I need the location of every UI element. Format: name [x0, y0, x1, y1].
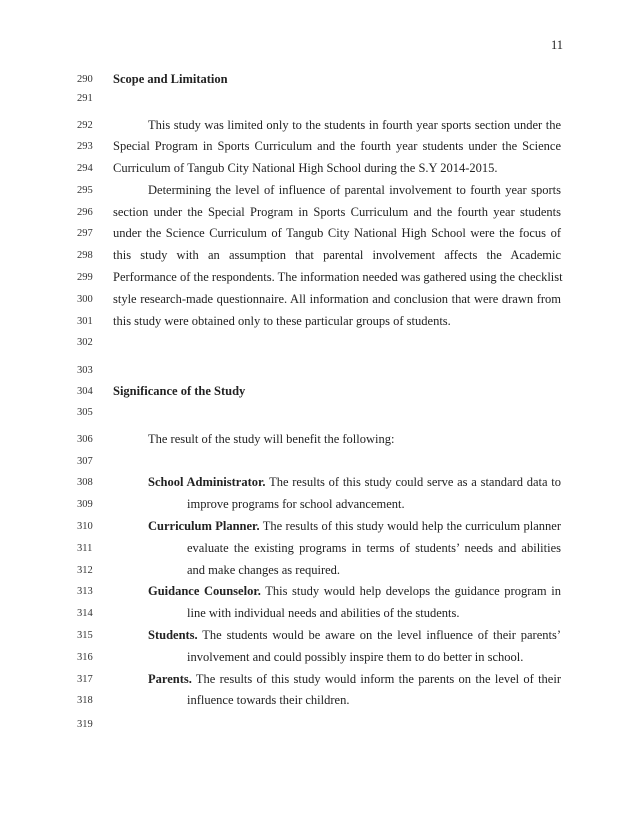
line-number: 315	[77, 630, 93, 641]
line-number: 307	[77, 456, 93, 467]
line-number: 317	[77, 674, 93, 685]
paragraph-line: Performance of the respondents. The information needed was gathered using the checklist	[113, 270, 563, 284]
line-number: 298	[77, 250, 93, 261]
line-number: 319	[77, 719, 93, 730]
benefit-term: Guidance Counselor.	[148, 584, 261, 598]
paragraph-line: this study were obtained only to these particular groups of students.	[113, 314, 451, 328]
line-number: 299	[77, 272, 93, 283]
paragraph-line: This study was limited only to the students in fourth year sports section under the	[148, 118, 561, 132]
paragraph-line: section under the Special Program in Sports Curriculum and the fourth year students	[113, 205, 561, 219]
section-heading-significance: Significance of the Study	[113, 384, 246, 398]
line-number: 290	[77, 74, 93, 85]
line-number: 292	[77, 120, 93, 131]
paragraph-line: Special Program in Sports Curriculum and the fourth year students under the Science	[113, 139, 561, 153]
line-number: 293	[77, 141, 93, 152]
paragraph-line: Determining the level of influence of parental involvement to fourth year sports	[148, 183, 561, 197]
benefit-line: line with individual needs and abilities of the students.	[187, 606, 460, 620]
benefit-line: influence towards their children.	[187, 693, 350, 707]
line-number: 305	[77, 407, 93, 418]
line-number: 311	[77, 543, 93, 554]
line-number: 295	[77, 185, 93, 196]
line-number: 296	[77, 207, 93, 218]
benefit-item: Guidance Counselor. This study would help develops the guidance program in	[148, 584, 561, 598]
line-number: 316	[77, 652, 93, 663]
line-number: 309	[77, 499, 93, 510]
benefit-term: Students.	[148, 628, 198, 642]
section-heading-scope: Scope and Limitation	[113, 72, 228, 86]
line-number: 306	[77, 434, 93, 445]
paragraph-line: this study with an assumption that parental involvement affects the Academic	[113, 248, 561, 262]
benefit-line: involvement and could possibly inspire them to do better in school.	[187, 650, 524, 664]
benefit-line: evaluate the existing programs in terms of students’ needs and abilities	[187, 541, 561, 555]
benefit-line: improve programs for school advancement.	[187, 497, 405, 511]
page-number: 11	[551, 38, 564, 52]
paragraph-line: under the Science Curriculum of Tangub City National High School were the focus of	[113, 226, 561, 240]
paragraph-line: Curriculum of Tangub City National High School during the S.Y 2014-2015.	[113, 161, 498, 175]
line-number: 308	[77, 477, 93, 488]
line-number: 318	[77, 695, 93, 706]
line-number: 294	[77, 163, 93, 174]
benefit-line: and make changes as required.	[187, 563, 341, 577]
line-number: 310	[77, 521, 93, 532]
line-number: 300	[77, 294, 93, 305]
line-number: 303	[77, 365, 93, 376]
paragraph-line: style research-made questionnaire. All information and conclusion that were drawn from	[113, 292, 561, 306]
benefit-item: Students. The students would be aware on the level influence of their parents’	[148, 628, 561, 642]
line-number: 312	[77, 565, 93, 576]
line-number: 297	[77, 228, 93, 239]
line-number: 301	[77, 316, 93, 327]
line-number: 314	[77, 608, 93, 619]
line-number: 313	[77, 586, 93, 597]
benefit-term: School Administrator.	[148, 475, 266, 489]
line-number: 302	[77, 337, 93, 348]
benefit-item: Curriculum Planner. The results of this study would help the curriculum planner	[148, 519, 561, 533]
benefit-item: School Administrator. The results of this study could serve as a standard data to	[148, 475, 561, 489]
significance-intro: The result of the study will benefit the following:	[148, 432, 395, 446]
line-number: 291	[77, 93, 93, 104]
line-number: 304	[77, 386, 93, 397]
benefit-term: Parents.	[148, 672, 192, 686]
benefit-term: Curriculum Planner.	[148, 519, 260, 533]
benefit-item: Parents. The results of this study would inform the parents on the level of their	[148, 672, 561, 686]
